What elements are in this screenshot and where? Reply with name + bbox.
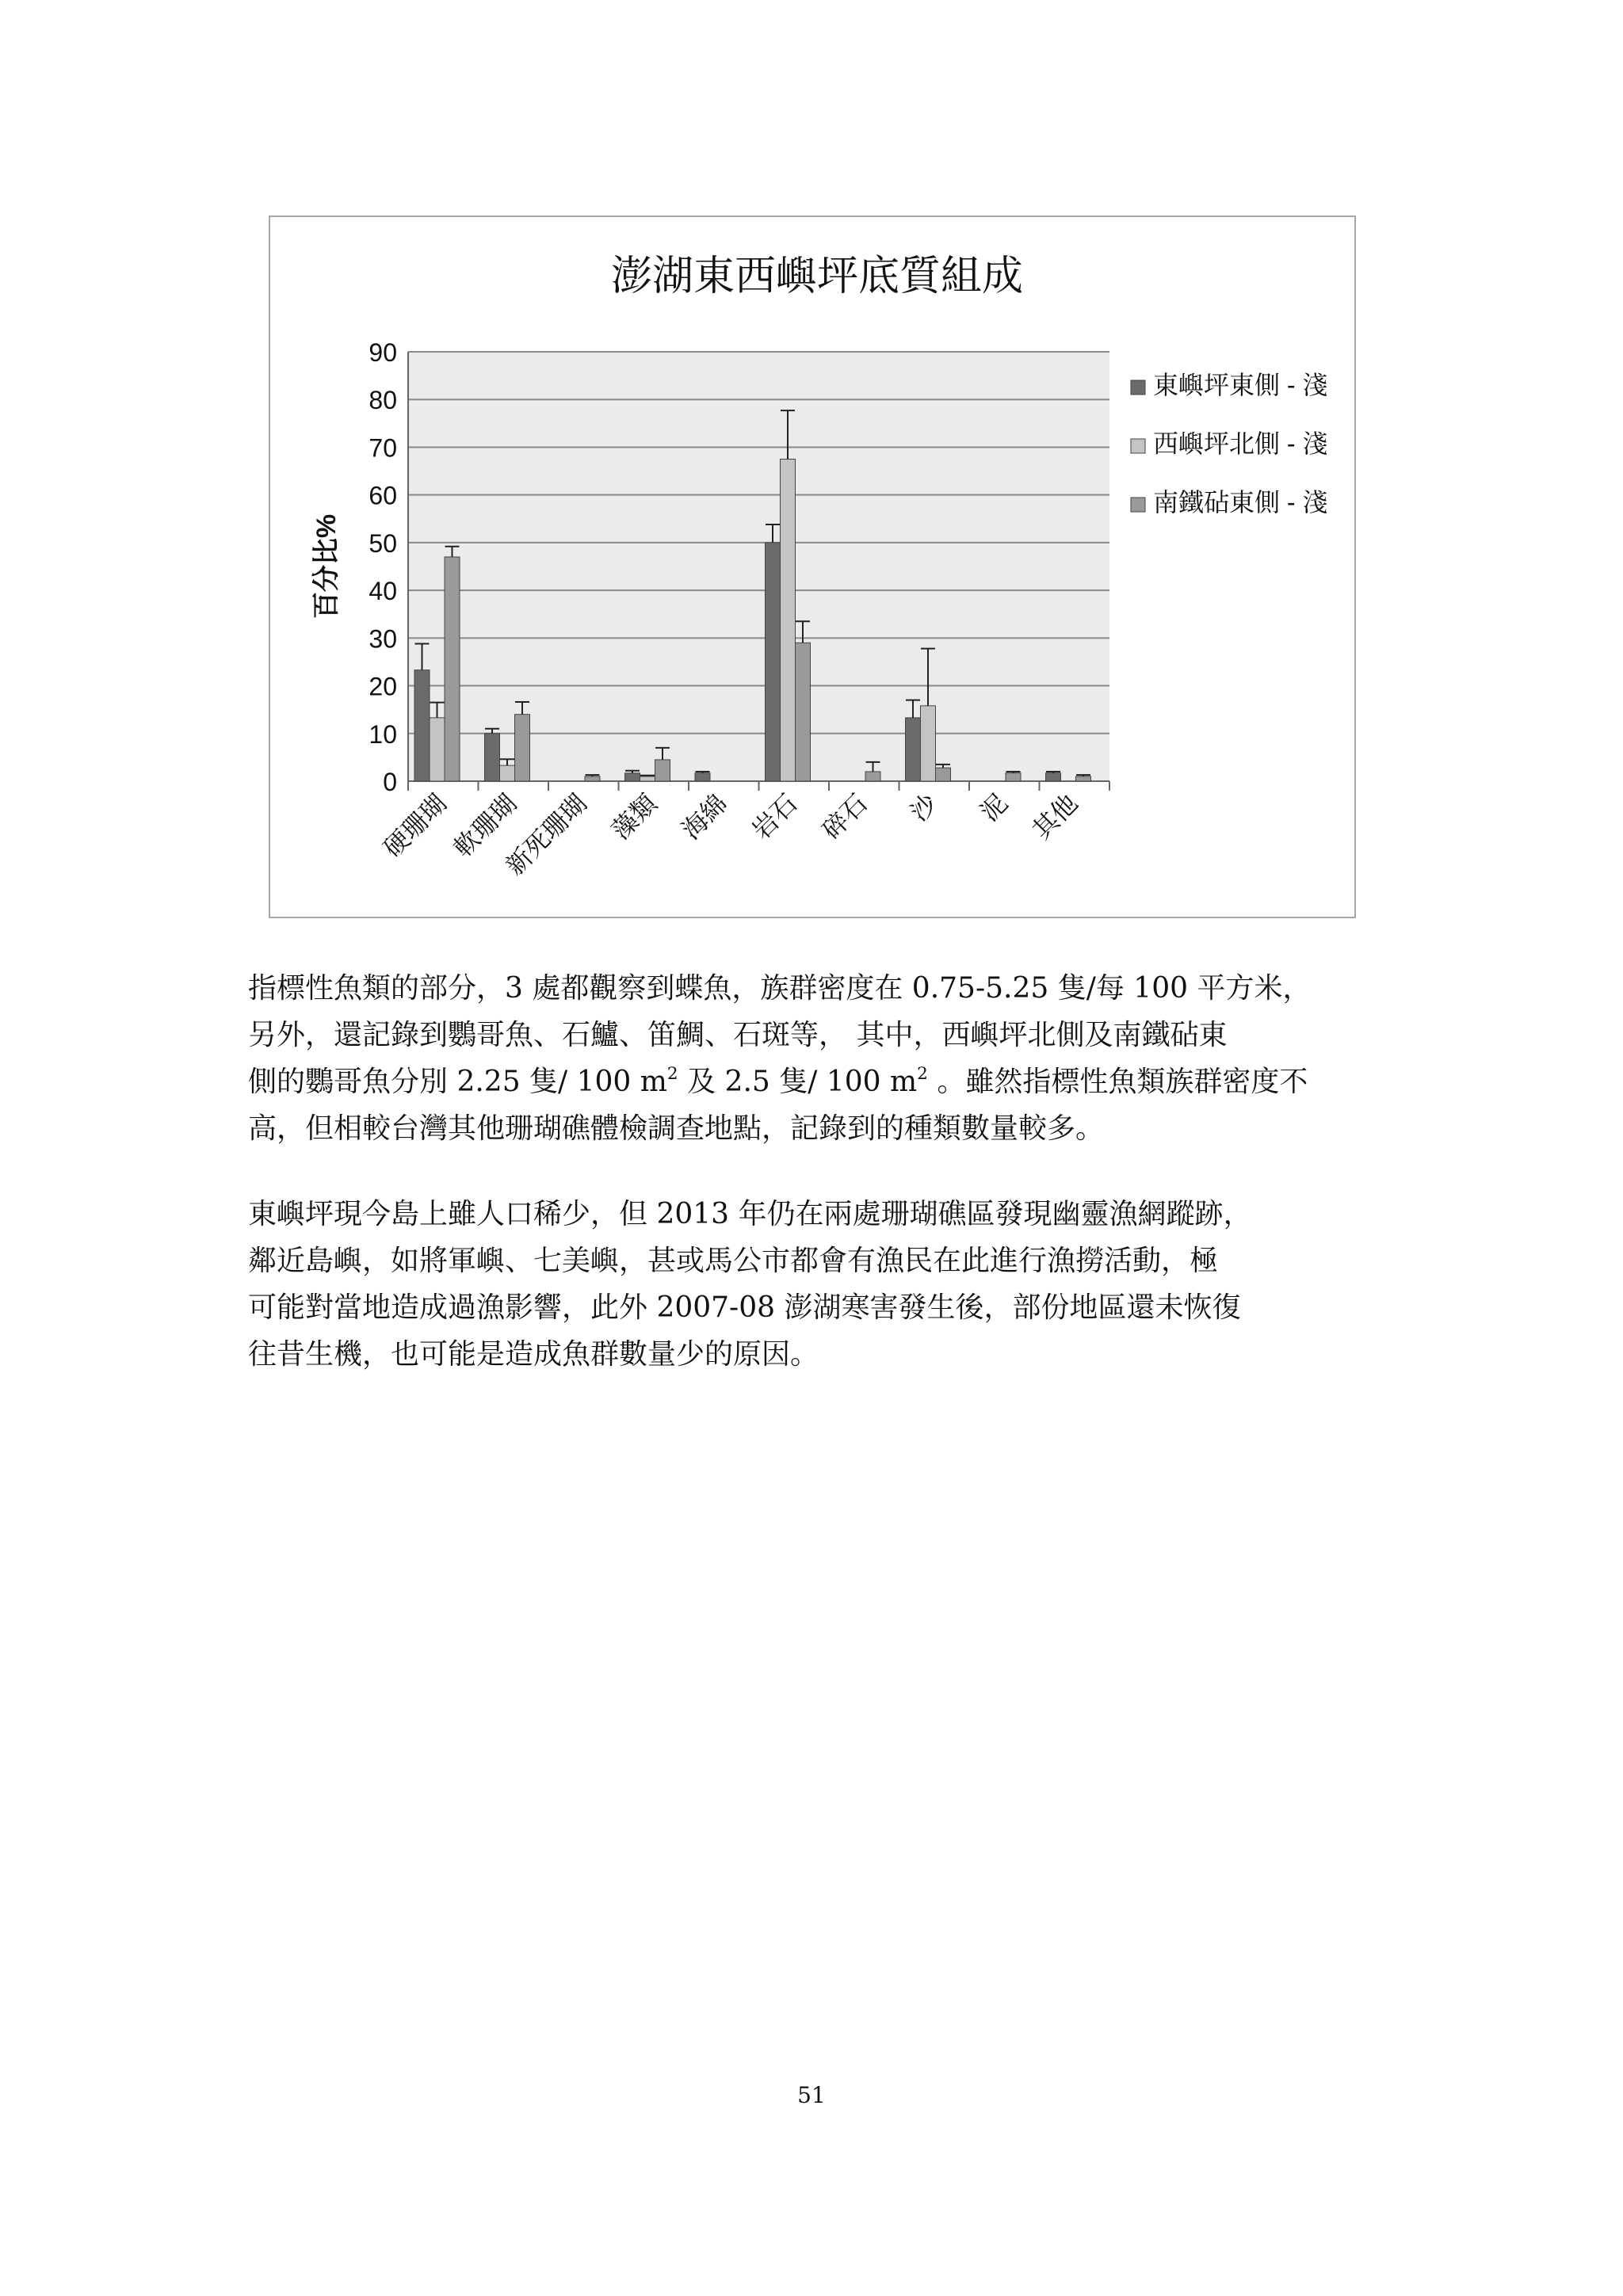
bar <box>906 718 921 781</box>
bar <box>485 734 500 781</box>
paragraph-line: 鄰近島嶼，如將軍嶼、七美嶼，甚或馬公市都會有漁民在此進行漁撈活動，極 <box>248 1245 1219 1277</box>
bar <box>414 670 430 781</box>
y-tick-label: 0 <box>383 768 397 796</box>
legend-swatch <box>1131 439 1145 453</box>
superscript: 2 <box>917 1064 928 1084</box>
bar <box>921 706 936 781</box>
bar <box>766 543 781 781</box>
paragraph-line: 另外，還記錄到鸚哥魚、石鱸、笛鯛、石斑等， 其中，西嶼坪北側及南鐵砧東 <box>248 1019 1228 1051</box>
y-tick-label: 30 <box>369 624 397 654</box>
bar <box>936 768 951 781</box>
y-tick-label: 10 <box>369 719 397 749</box>
bar <box>430 718 445 781</box>
paragraph-line <box>248 1058 1389 1105</box>
legend-swatch <box>1131 498 1145 512</box>
paragraph-fish <box>248 965 1389 1152</box>
x-tick-label: 藻類 <box>605 788 663 845</box>
y-tick-label: 90 <box>369 338 397 367</box>
legend-swatch <box>1131 380 1145 395</box>
legend-label: 南鐵砧東側 - 淺 <box>1153 488 1328 517</box>
text-fragment: 及 2.5 隻/ 100 m <box>678 1066 918 1098</box>
legend-label: 西嶼坪北側 - 淺 <box>1153 429 1328 458</box>
x-tick-label: 其他 <box>1026 788 1083 845</box>
y-tick-label: 70 <box>369 433 397 463</box>
y-tick-label: 80 <box>369 386 397 415</box>
bar <box>585 776 600 781</box>
x-tick-label: 新死珊瑚 <box>500 788 593 881</box>
bar <box>640 776 655 781</box>
y-tick-label: 40 <box>369 577 397 606</box>
x-tick-label: 碎石 <box>816 788 873 845</box>
page-number: 51 <box>797 2082 826 2108</box>
chart-title: 澎湖東西嶼坪底質組成 <box>610 254 1024 299</box>
x-tick-label: 泥 <box>975 788 1014 827</box>
paragraph-line: 指標性魚類的部分，3 處都觀察到蝶魚，族群密度在 0.75-5.25 隻/每 100 平方米， <box>248 972 1312 1005</box>
bar <box>1006 773 1021 781</box>
y-tick-label: 50 <box>369 528 397 558</box>
y-tick-label: 60 <box>369 481 397 510</box>
bar <box>695 773 710 781</box>
paragraph-line: 可能對當地造成過漁影響，此外 2007-08 澎湖寒害發生後，部份地區還未恢復 <box>248 1291 1241 1324</box>
x-tick-label: 軟珊瑚 <box>448 788 522 863</box>
superscript: 2 <box>666 1064 678 1084</box>
paragraph-line: 往昔生機，也可能是造成魚群數量少的原因。 <box>248 1338 819 1371</box>
bar <box>625 773 640 781</box>
bar <box>781 460 796 782</box>
plot-area <box>408 352 1109 781</box>
text-fragment: 。雖然指標性魚類族群密度不 <box>927 1066 1308 1098</box>
x-tick-label: 海綿 <box>676 788 733 845</box>
text-fragment: 側的鸚哥魚分別 2.25 隻/ 100 m <box>248 1066 667 1098</box>
x-tick-label: 岩石 <box>746 788 803 845</box>
paragraph-line: 東嶼坪現今島上雖人口稀少，但 2013 年仍在兩處珊瑚礁區發現幽靈漁網蹤跡， <box>248 1198 1252 1230</box>
chart-frame <box>269 215 1356 918</box>
y-tick-label: 20 <box>369 672 397 701</box>
y-axis-label: 百分比% <box>311 513 342 620</box>
bar <box>515 715 530 781</box>
bar <box>445 557 460 781</box>
paragraph-overfishing <box>248 1191 1389 1378</box>
x-tick-label: 硬珊瑚 <box>377 788 453 863</box>
paragraph-line: 高，但相較台灣其他珊瑚礁體檢調查地點，記錄到的種類數量較多。 <box>248 1112 1105 1145</box>
legend-label: 東嶼坪東側 - 淺 <box>1153 371 1328 399</box>
bar <box>1076 776 1091 781</box>
bar <box>500 765 515 781</box>
bar-chart <box>270 217 1354 917</box>
bar <box>796 643 811 781</box>
x-tick-label: 沙 <box>904 788 943 827</box>
bar <box>865 772 880 781</box>
bar <box>1046 773 1061 781</box>
bar <box>655 760 670 781</box>
